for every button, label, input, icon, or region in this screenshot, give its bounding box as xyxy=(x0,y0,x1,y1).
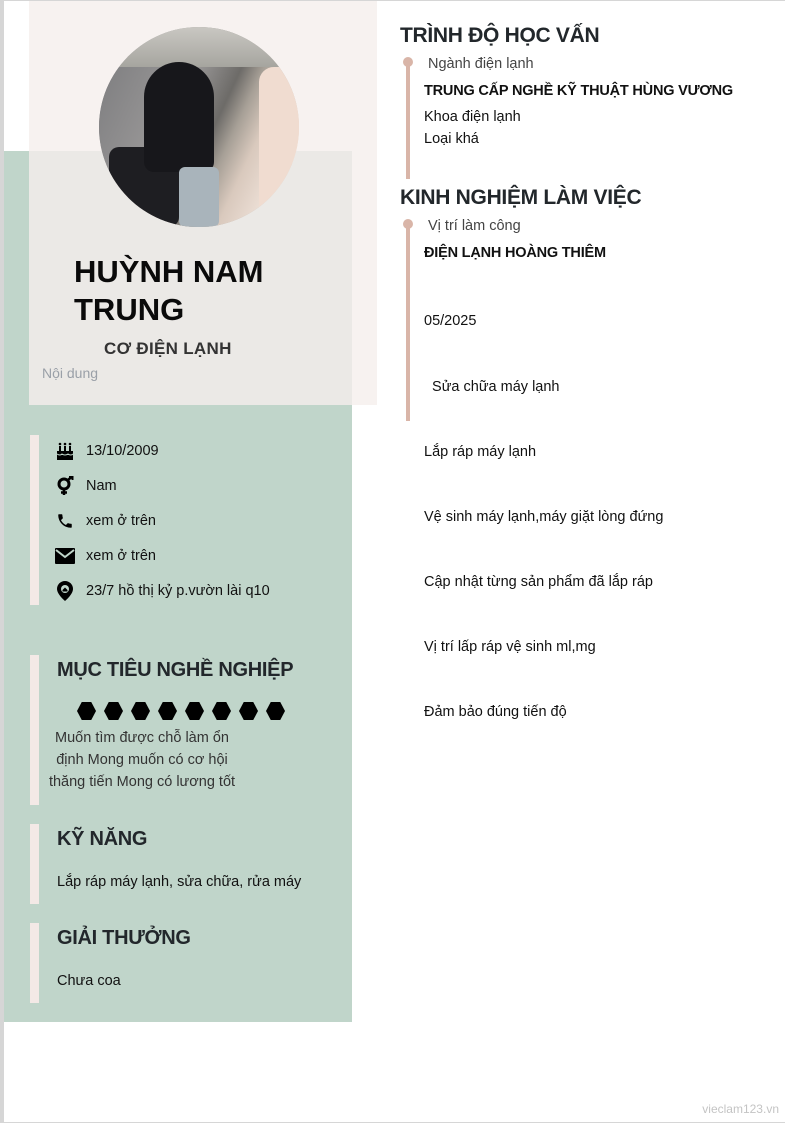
objective-line: định Mong muốn có cơ hội xyxy=(56,752,228,768)
experience-title: KINH NGHIỆM LÀM VIỆC xyxy=(400,186,642,209)
awards-text: Chưa coa xyxy=(57,973,121,989)
education-major: Ngành điện lạnh xyxy=(428,56,534,72)
birthday-cake-icon xyxy=(54,441,76,461)
education-details xyxy=(424,107,521,150)
experience-detail: 05/2025 xyxy=(424,313,477,330)
experience-details xyxy=(424,268,663,767)
gender-icon xyxy=(54,476,76,496)
location-icon xyxy=(54,581,76,601)
contact-birthday xyxy=(54,441,159,461)
watermark: vieclam123.vn xyxy=(702,1102,779,1116)
hexagon-icon xyxy=(77,702,96,720)
experience-detail: Đảm bảo đúng tiến độ xyxy=(424,704,567,721)
contact-section xyxy=(30,435,330,605)
hexagon-icon xyxy=(266,702,285,720)
contact-value: Nam xyxy=(86,478,117,494)
objective-title: MỤC TIÊU NGHỀ NGHIỆP xyxy=(57,659,294,681)
timeline-dot xyxy=(403,219,413,229)
intro-text[interactable]: Nội dung xyxy=(42,365,99,381)
experience-company: ĐIỆN LẠNH HOÀNG THIÊM xyxy=(424,245,606,261)
objective-section xyxy=(30,655,330,805)
experience-detail: Lắp ráp máy lạnh xyxy=(424,443,537,460)
hexagon-icon xyxy=(185,702,204,720)
timeline-line xyxy=(406,61,410,179)
contact-value: xem ở trên xyxy=(86,513,156,529)
objective-text xyxy=(42,727,242,793)
section-accent-bar xyxy=(30,923,39,1003)
candidate-name: HUỲNH NAM TRUNG xyxy=(74,254,264,327)
education-title: TRÌNH ĐỘ HỌC VẤN xyxy=(400,24,600,47)
experience-detail: Cập nhật từng sản phẩm đã lắp ráp xyxy=(424,573,653,590)
avatar[interactable] xyxy=(99,27,299,227)
contact-value: 13/10/2009 xyxy=(86,443,159,459)
experience-position: Vị trí làm công xyxy=(428,218,521,234)
awards-title: GIẢI THƯỞNG xyxy=(57,927,191,949)
awards-section xyxy=(30,923,330,1003)
rating-hexagons xyxy=(77,702,285,720)
section-accent-bar xyxy=(30,435,39,605)
job-title: CƠ ĐIỆN LẠNH xyxy=(104,339,232,358)
contact-phone xyxy=(54,511,156,531)
hexagon-icon xyxy=(131,702,150,720)
education-detail: Loại khá xyxy=(424,130,479,147)
timeline-line xyxy=(406,223,410,421)
skills-text: Lắp ráp máy lạnh, sửa chữa, rửa máy xyxy=(57,874,302,890)
section-accent-bar xyxy=(30,824,39,904)
experience-detail: Vệ sinh máy lạnh,máy giặt lòng đứng xyxy=(424,508,664,525)
phone-icon xyxy=(54,511,76,531)
contact-address xyxy=(54,581,270,601)
hexagon-icon xyxy=(158,702,177,720)
objective-line: thăng tiến Mong có lương tốt xyxy=(48,774,236,790)
contact-email xyxy=(54,546,156,566)
cv-page xyxy=(4,1,785,1122)
skills-section xyxy=(30,824,330,904)
education-school: TRUNG CẤP NGHỀ KỸ THUẬT HÙNG VƯƠNG xyxy=(424,83,733,99)
timeline-dot xyxy=(403,57,413,67)
hexagon-icon xyxy=(212,702,231,720)
skills-title: KỸ NĂNG xyxy=(57,828,148,850)
experience-detail: Sửa chữa máy lạnh xyxy=(424,378,560,395)
contact-value: 23/7 hồ thị kỷ p.vườn lài q10 xyxy=(86,583,270,599)
contact-value: xem ở trên xyxy=(86,548,156,564)
experience-detail: Vị trí lấp ráp vệ sinh ml,mg xyxy=(424,638,596,655)
section-accent-bar xyxy=(30,655,39,805)
hexagon-icon xyxy=(104,702,123,720)
objective-line: Muốn tìm được chỗ làm ổn xyxy=(55,730,229,746)
hexagon-icon xyxy=(239,702,258,720)
education-detail: Khoa điện lạnh xyxy=(424,109,521,125)
email-icon xyxy=(54,546,76,566)
contact-gender xyxy=(54,476,117,496)
